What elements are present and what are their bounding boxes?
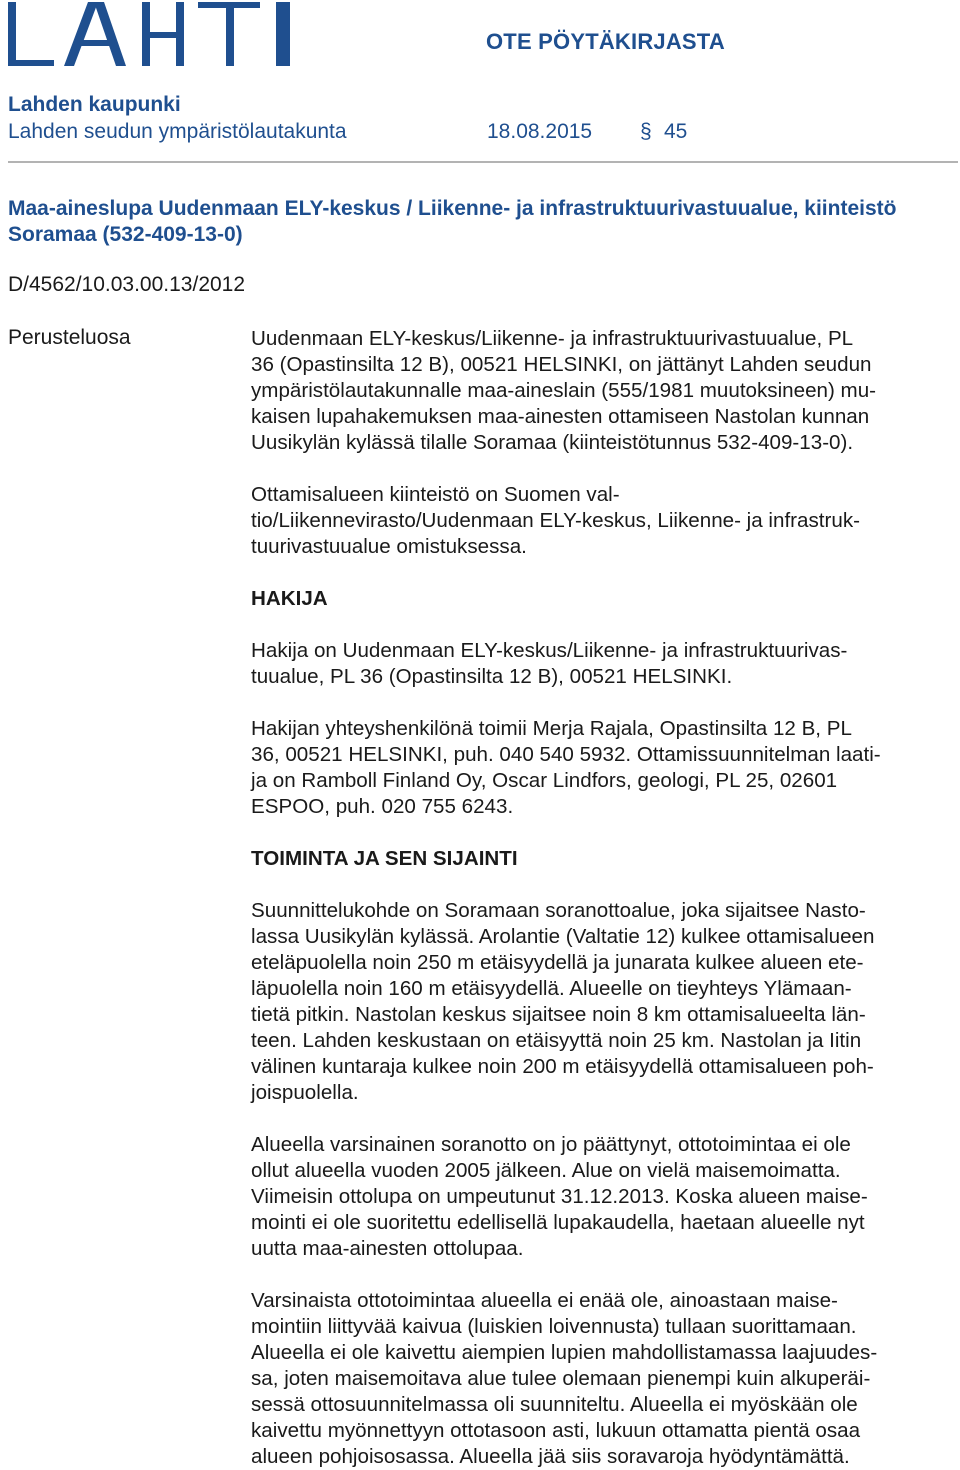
paragraph-line: ESPOO, puh. 020 755 6243. <box>251 795 514 818</box>
section-heading: HAKIJA <box>251 587 328 610</box>
lahti-logo <box>8 2 290 70</box>
organization-name: Lahden kaupunki <box>8 93 181 116</box>
paragraph-line: kaivettu myönnettyyn ottotasoon asti, lukuun ottamatta pientä osaa <box>251 1419 861 1442</box>
committee-name: Lahden seudun ympäristölautakunta <box>8 120 347 143</box>
paragraph-line: sa, joten maisemoitava alue tulee olemaan pienempi kuin alkuperäi- <box>251 1367 871 1390</box>
paragraph-line: Uusikylän kylässä tilalle Soramaa (kiinteistötunnus 532-409-13-0). <box>251 431 854 454</box>
paragraph-line: lassa Uusikylän kylässä. Arolantie (Valtatie 12) kulkee ottamisalueen <box>251 925 875 948</box>
paragraph-line: Ottamisalueen kiinteistö on Suomen val- <box>251 483 620 506</box>
paragraph-line: Alueella varsinainen soranotto on jo päättynyt, ottotoimintaa ei ole <box>251 1133 851 1156</box>
paragraph-line: läpuolella noin 160 m etäisyydellä. Alueelle on tieyhteys Ylämaan- <box>251 977 852 1000</box>
paragraph-line: ja on Ramboll Finland Oy, Oscar Lindfors, geologi, PL 25, 02601 <box>251 769 838 792</box>
paragraph-line: tuurivastuualue omistuksessa. <box>251 535 527 558</box>
body-paragraph <box>251 1288 941 1470</box>
block-gap <box>251 872 941 898</box>
paragraph-line: 36, 00521 HELSINKI, puh. 040 540 5932. Ottamissuunnitelman laati- <box>251 743 881 766</box>
paragraph-line: Viimeisin ottolupa on umpeutunut 31.12.2013. Koska alueen maise- <box>251 1185 868 1208</box>
block-gap <box>251 456 941 482</box>
paragraph-line: välinen kuntaraja kulkee noin 200 m etäisyydellä ottamisalueen poh- <box>251 1055 874 1078</box>
paragraph-line: tuualue, PL 36 (Opastinsilta 12 B), 00521 HELSINKI. <box>251 665 733 688</box>
paragraph-line: Hakija on Uudenmaan ELY-keskus/Liikenne- ja infrastruktuurivas- <box>251 639 848 662</box>
paragraph-line: mointi ei ole suoritettu edellisellä lupakaudella, haetaan alueelle nyt <box>251 1211 865 1234</box>
paragraph-line: uutta maa-ainesten ottolupaa. <box>251 1237 524 1260</box>
paragraph-line: alueen pohjoisosassa. Alueella jää siis soravaroja hyödyntämättä. <box>251 1445 850 1468</box>
title-line: Maa-aineslupa Uudenmaan ELY-keskus / Liikenne- ja infrastruktuurivastuualue, kiinteistö <box>8 197 897 220</box>
paragraph-line: mointiin liittyvää kaivua (luiskien loivennusta) tullaan suorittamaan. <box>251 1315 857 1338</box>
paragraph-line: Uudenmaan ELY-keskus/Liikenne- ja infrastruktuurivastuualue, PL <box>251 327 854 350</box>
block-gap <box>251 560 941 586</box>
paragraph-line: joispuolella. <box>251 1081 359 1104</box>
paragraph-line: teen. Lahden keskustaan on etäisyyttä noin 25 km. Nastolan ja Iitin <box>251 1029 862 1052</box>
body-paragraph <box>251 326 941 456</box>
block-gap <box>251 690 941 716</box>
lahti-wordmark-icon <box>8 2 290 70</box>
paragraph-line: sessä ottosuunnitelmassa oli suunniteltu. Alueella ei myöskään ole <box>251 1393 858 1416</box>
paragraph-line: tio/Liikennevirasto/Uudenmaan ELY-keskus, Liikenne- ja infrastruk- <box>251 509 860 532</box>
document-type: OTE PÖYTÄKIRJASTA <box>486 29 725 54</box>
body-paragraph <box>251 638 941 690</box>
paragraph-line: Alueella ei ole kaivettu aiempien lupien mahdollistamassa laajuudes- <box>251 1341 878 1364</box>
block-gap <box>251 1262 941 1288</box>
meeting-date: 18.08.2015 <box>487 120 593 143</box>
paragraph-line: 36 (Opastinsilta 12 B), 00521 HELSINKI, on jättänyt Lahden seudun <box>251 353 872 376</box>
page-title <box>8 196 958 248</box>
paragraph-line: tietä pitkin. Nastolan keskus sijaitsee noin 8 km ottamisalueelta län- <box>251 1003 866 1026</box>
paragraph-line: Suunnittelukohde on Soramaan soranottoalue, joka sijaitsee Nasto- <box>251 899 866 922</box>
paragraph-sign: § <box>640 120 652 143</box>
document-body <box>251 326 941 1470</box>
body-paragraph <box>251 482 941 560</box>
paragraph-line: eteläpuolella noin 250 m etäisyydellä ja junarata kulkee alueen ete- <box>251 951 864 974</box>
paragraph-line: ympäristölautakunnalle maa-aineslain (555/1981 muutoksineen) mu- <box>251 379 877 402</box>
body-paragraph <box>251 716 941 820</box>
section-label: Perusteluosa <box>8 326 131 349</box>
section-heading: TOIMINTA JA SEN SIJAINTI <box>251 847 518 870</box>
paragraph-line: Hakijan yhteyshenkilönä toimii Merja Rajala, Opastinsilta 12 B, PL <box>251 717 852 740</box>
block-gap <box>251 820 941 846</box>
title-line: Soramaa (532-409-13-0) <box>8 223 243 246</box>
block-gap <box>251 1106 941 1132</box>
header-divider <box>8 161 958 163</box>
block-gap <box>251 612 941 638</box>
diary-number: D/4562/10.03.00.13/2012 <box>8 273 246 296</box>
paragraph-line: kaisen lupahakemuksen maa-ainesten ottamiseen Nastolan kunnan <box>251 405 870 428</box>
paragraph-number: 45 <box>664 120 688 143</box>
body-paragraph <box>251 1132 941 1262</box>
paragraph-line: Varsinaista ottotoimintaa alueella ei enää ole, ainoastaan maise- <box>251 1289 838 1312</box>
paragraph-line: ollut alueella vuoden 2005 jälkeen. Alue on vielä maisemoimatta. <box>251 1159 841 1182</box>
body-paragraph <box>251 898 941 1106</box>
meta-row <box>8 120 958 146</box>
